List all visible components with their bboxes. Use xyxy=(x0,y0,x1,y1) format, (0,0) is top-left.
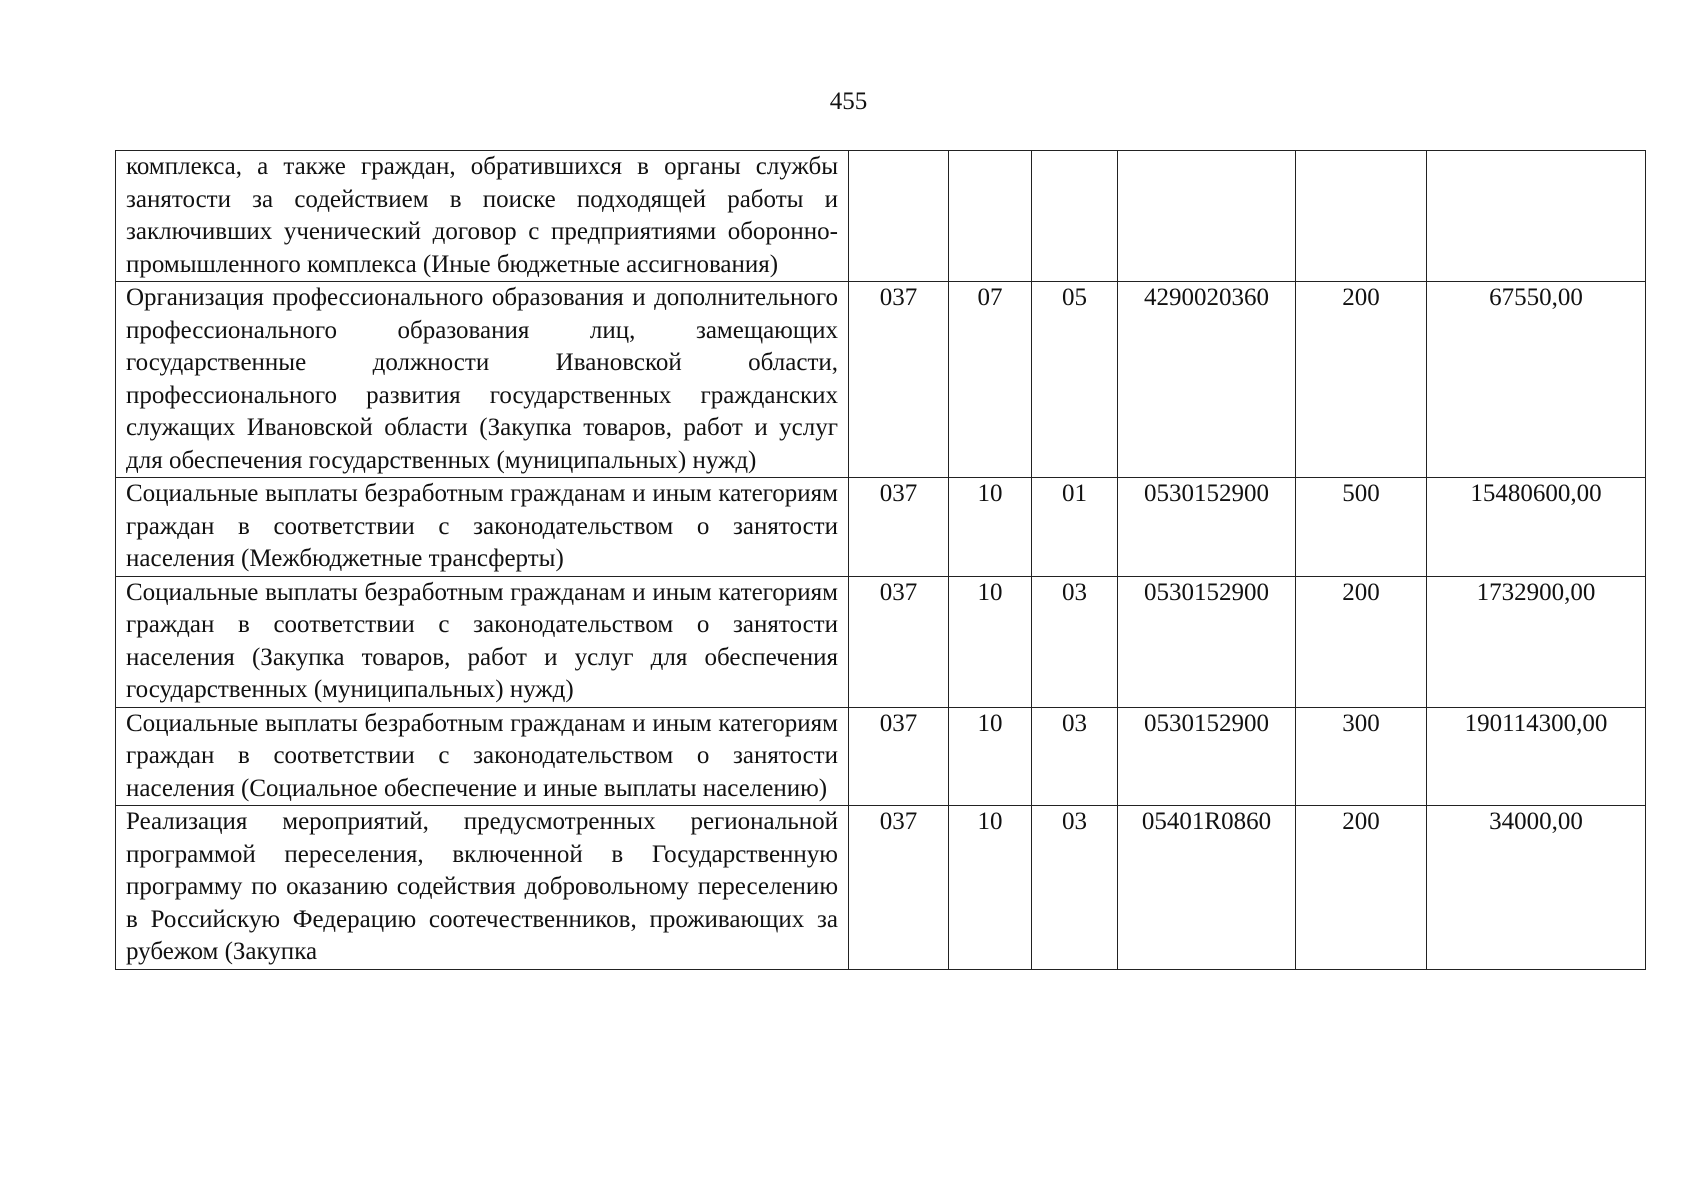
subsection-code: 03 xyxy=(1032,806,1118,970)
amount xyxy=(1427,151,1646,282)
ministry-code: 037 xyxy=(849,806,949,970)
row-description: Социальные выплаты безработным гражданам и иным категориям граждан в соответствии с законодательством о занятости населения (Межбюджетные трансферты) xyxy=(116,478,849,577)
expense-type-code: 500 xyxy=(1296,478,1427,577)
ministry-code: 037 xyxy=(849,576,949,707)
amount: 15480600,00 xyxy=(1427,478,1646,577)
section-code: 10 xyxy=(949,576,1032,707)
row-description: Реализация мероприятий, предусмотренных региональной программой переселения, включенной в Государственную программу по оказанию содействия добровольному переселению в Российскую Федерацию соотечественников, проживающих за рубежом (Закупка xyxy=(116,806,849,970)
amount: 190114300,00 xyxy=(1427,707,1646,806)
target-article-code: 0530152900 xyxy=(1118,707,1296,806)
target-article-code: 0530152900 xyxy=(1118,576,1296,707)
target-article-code xyxy=(1118,151,1296,282)
subsection-code xyxy=(1032,151,1118,282)
table-row xyxy=(116,576,1646,707)
row-description: Организация профессионального образования и дополнительного профессионального образования лиц, замещающих государственные должности Ивановской области, профессионального развития государственных гражданских служащих Ивановской области (Закупка товаров, работ и услуг для обеспечения государственных (муниципальных) нужд) xyxy=(116,282,849,478)
amount: 1732900,00 xyxy=(1427,576,1646,707)
target-article-code: 05401R0860 xyxy=(1118,806,1296,970)
subsection-code: 03 xyxy=(1032,707,1118,806)
amount: 34000,00 xyxy=(1427,806,1646,970)
expense-type-code: 200 xyxy=(1296,282,1427,478)
amount: 67550,00 xyxy=(1427,282,1646,478)
target-article-code: 0530152900 xyxy=(1118,478,1296,577)
table-row xyxy=(116,282,1646,478)
expense-type-code xyxy=(1296,151,1427,282)
subsection-code: 01 xyxy=(1032,478,1118,577)
ministry-code: 037 xyxy=(849,478,949,577)
ministry-code: 037 xyxy=(849,707,949,806)
subsection-code: 05 xyxy=(1032,282,1118,478)
table-row xyxy=(116,806,1646,970)
page-number: 455 xyxy=(829,88,868,115)
table-row xyxy=(116,707,1646,806)
expense-type-code: 200 xyxy=(1296,806,1427,970)
row-description: комплекса, а также граждан, обратившихся в органы службы занятости за содействием в поиске подходящей работы и заключивших ученический договор с предприятиями оборонно-промышленного комплекса (Иные бюджетные ассигнования) xyxy=(116,151,849,282)
table-row xyxy=(116,151,1646,282)
table-row xyxy=(116,478,1646,577)
ministry-code: 037 xyxy=(849,282,949,478)
expense-type-code: 200 xyxy=(1296,576,1427,707)
section-code: 10 xyxy=(949,478,1032,577)
section-code xyxy=(949,151,1032,282)
budget-table xyxy=(115,150,1646,970)
subsection-code: 03 xyxy=(1032,576,1118,707)
target-article-code: 4290020360 xyxy=(1118,282,1296,478)
section-code: 10 xyxy=(949,707,1032,806)
expense-type-code: 300 xyxy=(1296,707,1427,806)
section-code: 07 xyxy=(949,282,1032,478)
row-description: Социальные выплаты безработным гражданам и иным категориям граждан в соответствии с законодательством о занятости населения (Закупка товаров, работ и услуг для обеспечения государственных (муниципальных) нужд) xyxy=(116,576,849,707)
section-code: 10 xyxy=(949,806,1032,970)
row-description: Социальные выплаты безработным гражданам и иным категориям граждан в соответствии с законодательством о занятости населения (Социальное обеспечение и иные выплаты населению) xyxy=(116,707,849,806)
ministry-code xyxy=(849,151,949,282)
